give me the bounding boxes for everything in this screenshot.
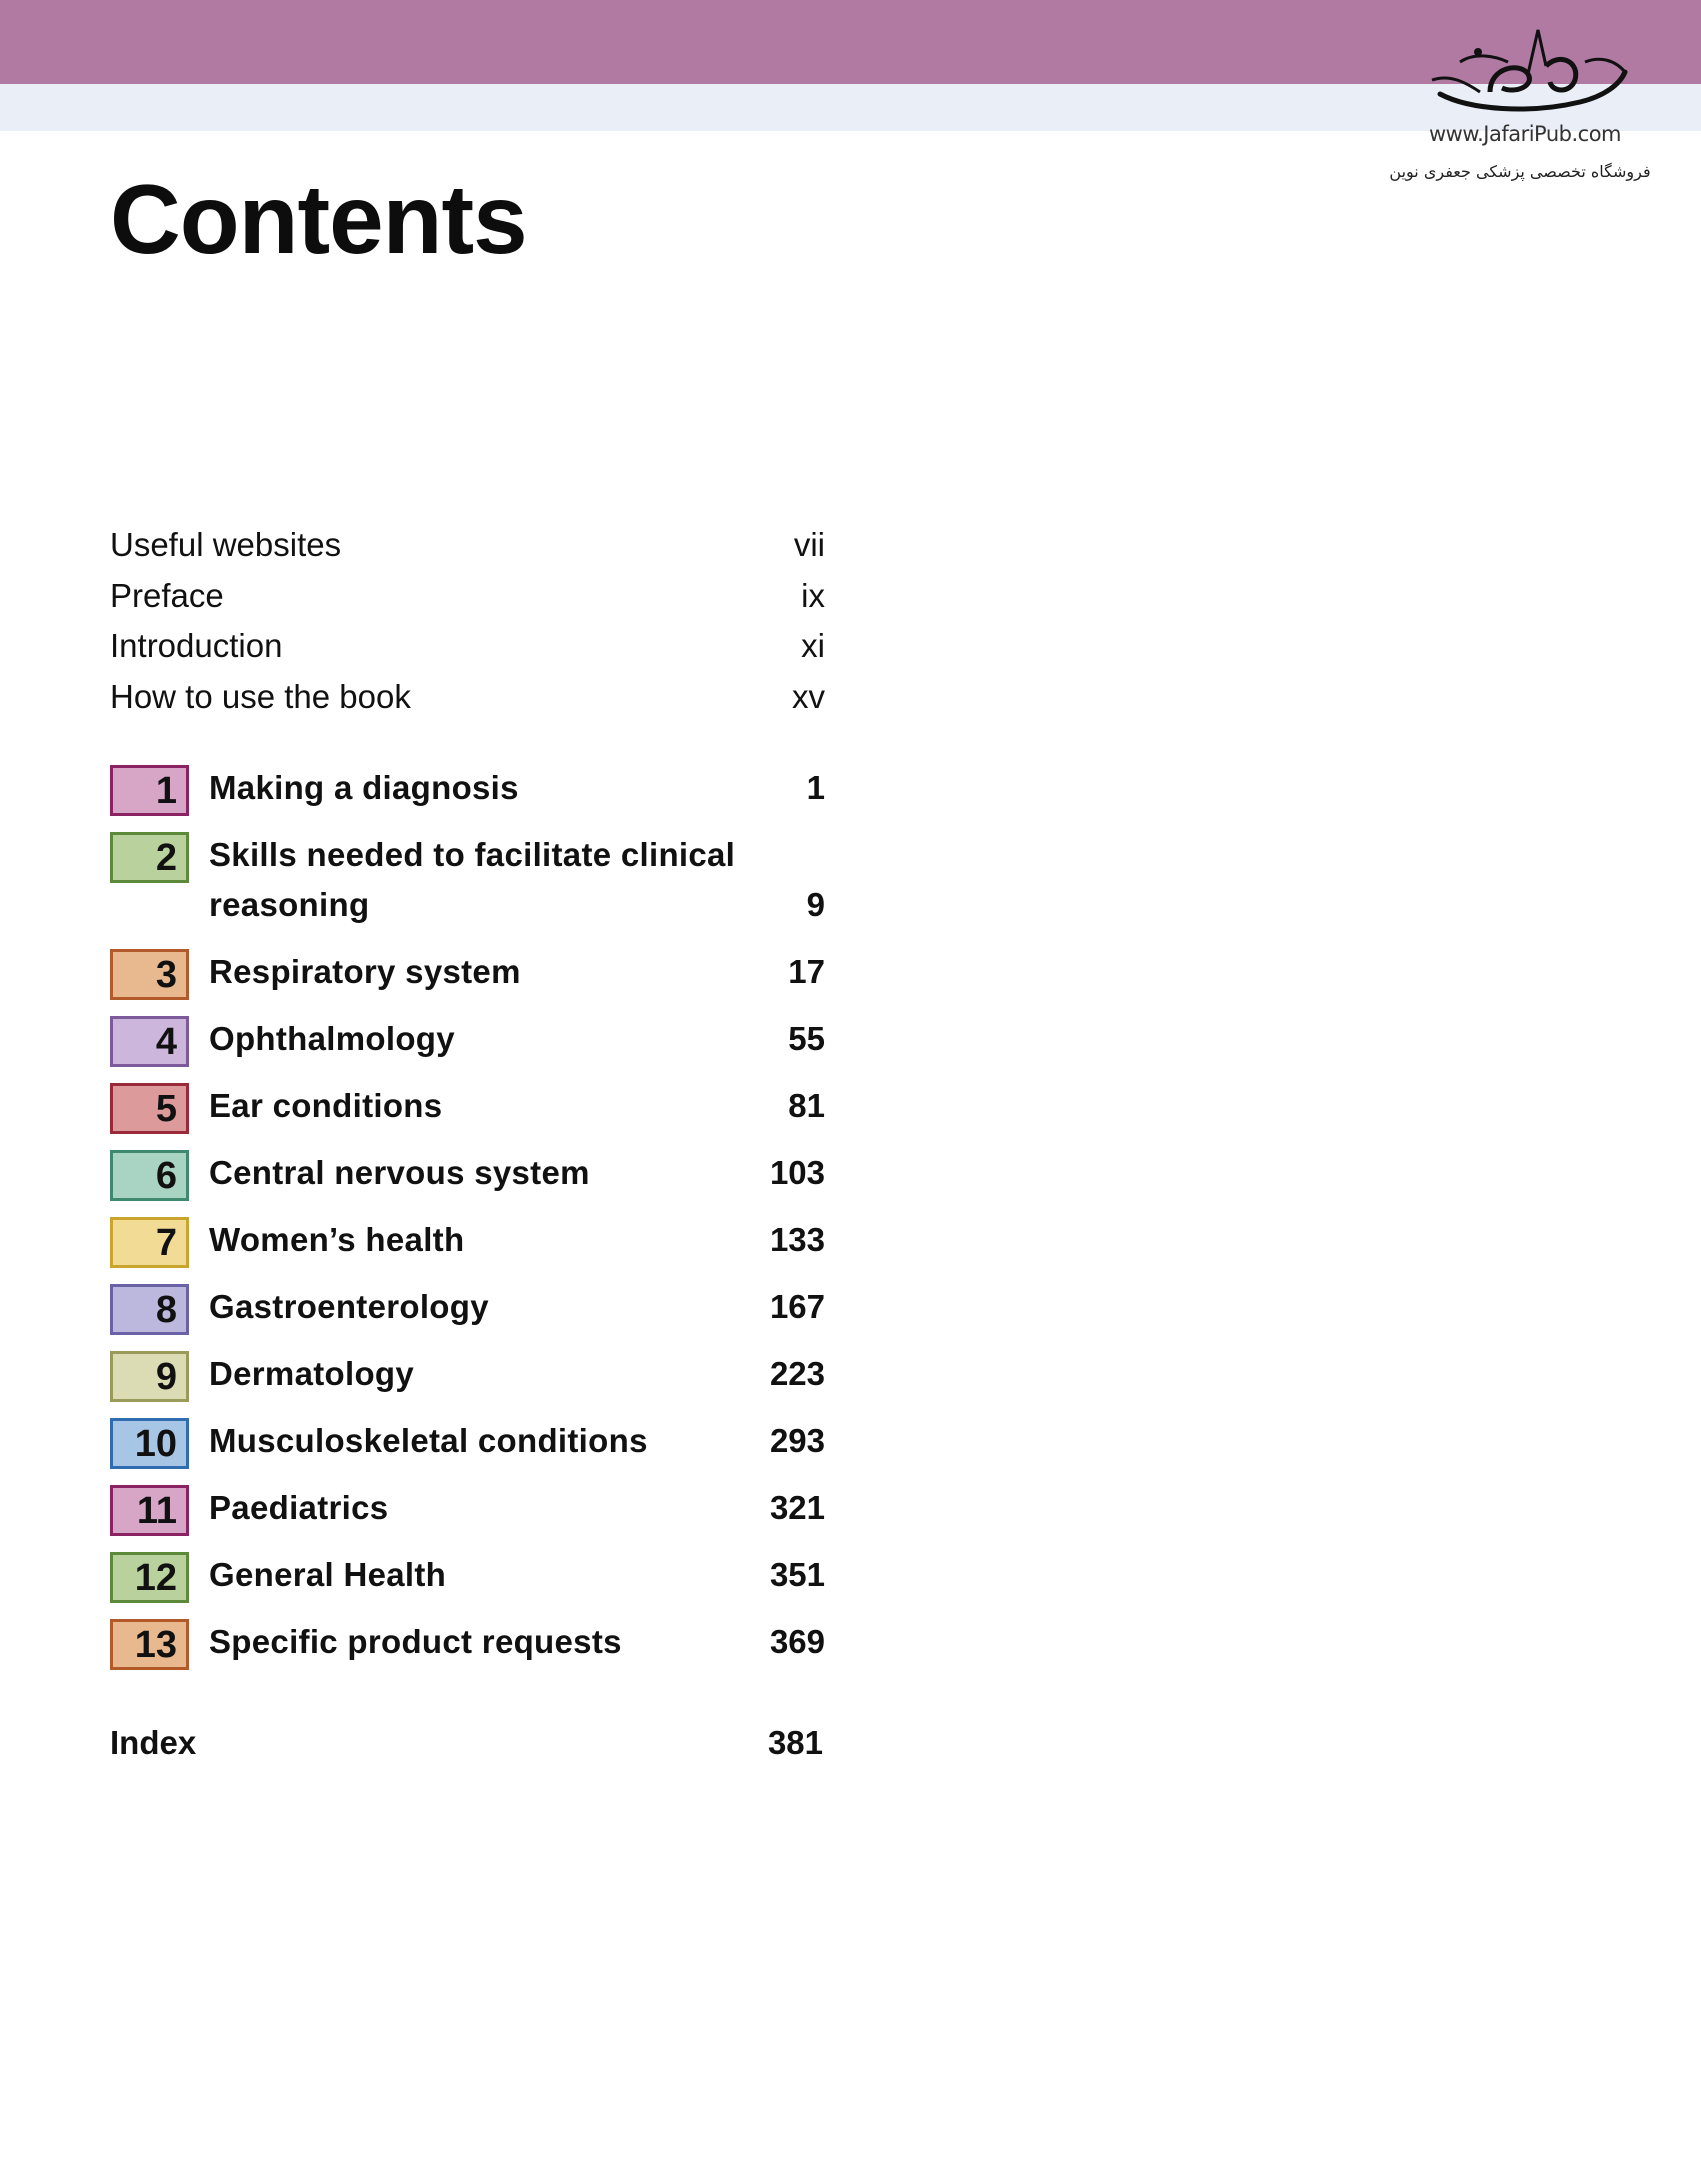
front-matter-page: xv	[792, 677, 825, 715]
chapter-number: 13	[134, 1624, 177, 1666]
chapter-number-badge	[110, 1150, 189, 1201]
chapter-title: Ophthalmology	[209, 1020, 455, 1057]
chapter-number: 3	[155, 954, 177, 996]
chapter-page: 1	[806, 769, 825, 806]
front-matter-row[interactable]	[110, 520, 825, 571]
chapter-number: 11	[136, 1490, 177, 1532]
publisher-logo	[1380, 22, 1670, 192]
chapter-number: 1	[155, 770, 177, 812]
chapter-title: Women’s health	[209, 1221, 465, 1258]
chapter-title: Skills needed to facilitate clinical reasoning	[209, 836, 736, 923]
publisher-url: www.JafariPub.com	[1428, 122, 1622, 146]
front-matter-row[interactable]	[110, 672, 825, 723]
chapter-title: General Health	[209, 1556, 447, 1593]
calligraphy-logo-icon	[1420, 22, 1630, 122]
chapter-number: 10	[134, 1423, 177, 1465]
front-matter-label: How to use the book	[110, 677, 411, 715]
chapter-title: Making a diagnosis	[209, 769, 519, 806]
front-matter-row[interactable]	[110, 571, 825, 622]
index-page: 381	[767, 1724, 823, 1761]
chapter-title: Musculoskeletal conditions	[209, 1422, 648, 1459]
chapter-row[interactable]	[110, 1483, 825, 1550]
chapter-number-badge	[110, 1284, 189, 1335]
chapter-number: 5	[155, 1088, 177, 1130]
chapter-row[interactable]	[110, 1617, 825, 1684]
chapter-page: 55	[788, 1020, 825, 1057]
chapter-title: Specific product requests	[209, 1623, 622, 1660]
front-matter-page: xi	[801, 627, 825, 664]
chapter-title: Central nervous system	[209, 1154, 590, 1191]
front-matter-row[interactable]	[110, 621, 825, 672]
chapter-number: 4	[155, 1021, 177, 1063]
front-matter-label: Introduction	[110, 627, 283, 664]
chapter-page: 81	[788, 1087, 825, 1124]
chapter-row[interactable]	[110, 1215, 825, 1282]
chapter-page: 223	[769, 1355, 825, 1392]
chapter-title: Dermatology	[209, 1355, 415, 1392]
chapter-page: 293	[769, 1422, 825, 1459]
chapter-row[interactable]	[110, 947, 825, 1014]
chapter-row[interactable]	[110, 1014, 825, 1081]
chapter-row[interactable]	[110, 1550, 825, 1617]
chapter-number-badge	[110, 1351, 189, 1402]
chapter-title: Gastroenterology	[209, 1288, 489, 1325]
index-entry[interactable]	[110, 1718, 823, 1768]
chapter-number: 9	[155, 1356, 177, 1398]
chapter-number-badge	[110, 1418, 189, 1469]
chapter-title: Ear conditions	[209, 1087, 443, 1124]
chapter-number: 2	[155, 837, 177, 879]
chapter-row[interactable]	[110, 1349, 825, 1416]
front-matter-list	[110, 520, 825, 722]
chapter-page: 369	[769, 1623, 825, 1660]
chapter-page: 103	[769, 1154, 825, 1191]
chapter-page: 9	[806, 886, 825, 923]
chapter-number: 8	[155, 1289, 177, 1331]
chapter-number: 12	[134, 1557, 177, 1599]
chapter-page: 17	[788, 953, 825, 990]
chapter-page: 133	[769, 1221, 825, 1258]
chapter-number-badge	[110, 949, 189, 1000]
chapter-number-badge	[110, 832, 189, 883]
chapter-row[interactable]	[110, 1148, 825, 1215]
chapter-row[interactable]	[110, 1282, 825, 1349]
chapter-number-badge	[110, 1552, 189, 1603]
chapter-page: 321	[769, 1489, 825, 1526]
chapter-row[interactable]	[110, 763, 825, 830]
page-title: Contents	[110, 164, 527, 274]
chapter-title: Respiratory system	[209, 953, 521, 990]
chapter-list	[110, 763, 825, 1684]
chapter-number-badge	[110, 765, 189, 816]
chapter-number-badge	[110, 1485, 189, 1536]
chapter-number-badge	[110, 1619, 189, 1670]
chapter-number-badge	[110, 1217, 189, 1268]
chapter-row[interactable]	[110, 1081, 825, 1148]
front-matter-page: ix	[801, 576, 825, 614]
chapter-row[interactable]	[110, 1416, 825, 1483]
chapter-number: 7	[155, 1222, 177, 1264]
front-matter-label: Preface	[110, 576, 224, 614]
front-matter-page: vii	[793, 526, 825, 563]
front-matter-label: Useful websites	[110, 526, 342, 563]
chapter-page: 351	[769, 1556, 825, 1593]
chapter-row[interactable]	[110, 830, 825, 947]
chapter-number: 6	[155, 1155, 177, 1197]
chapter-number-badge	[110, 1083, 189, 1134]
chapter-title: Paediatrics	[209, 1489, 389, 1526]
index-label: Index	[110, 1724, 197, 1761]
publisher-tagline: فروشگاه تخصصی پزشکی جعفری نوین	[1389, 162, 1651, 181]
chapter-number-badge	[110, 1016, 189, 1067]
chapter-page: 167	[769, 1288, 825, 1325]
